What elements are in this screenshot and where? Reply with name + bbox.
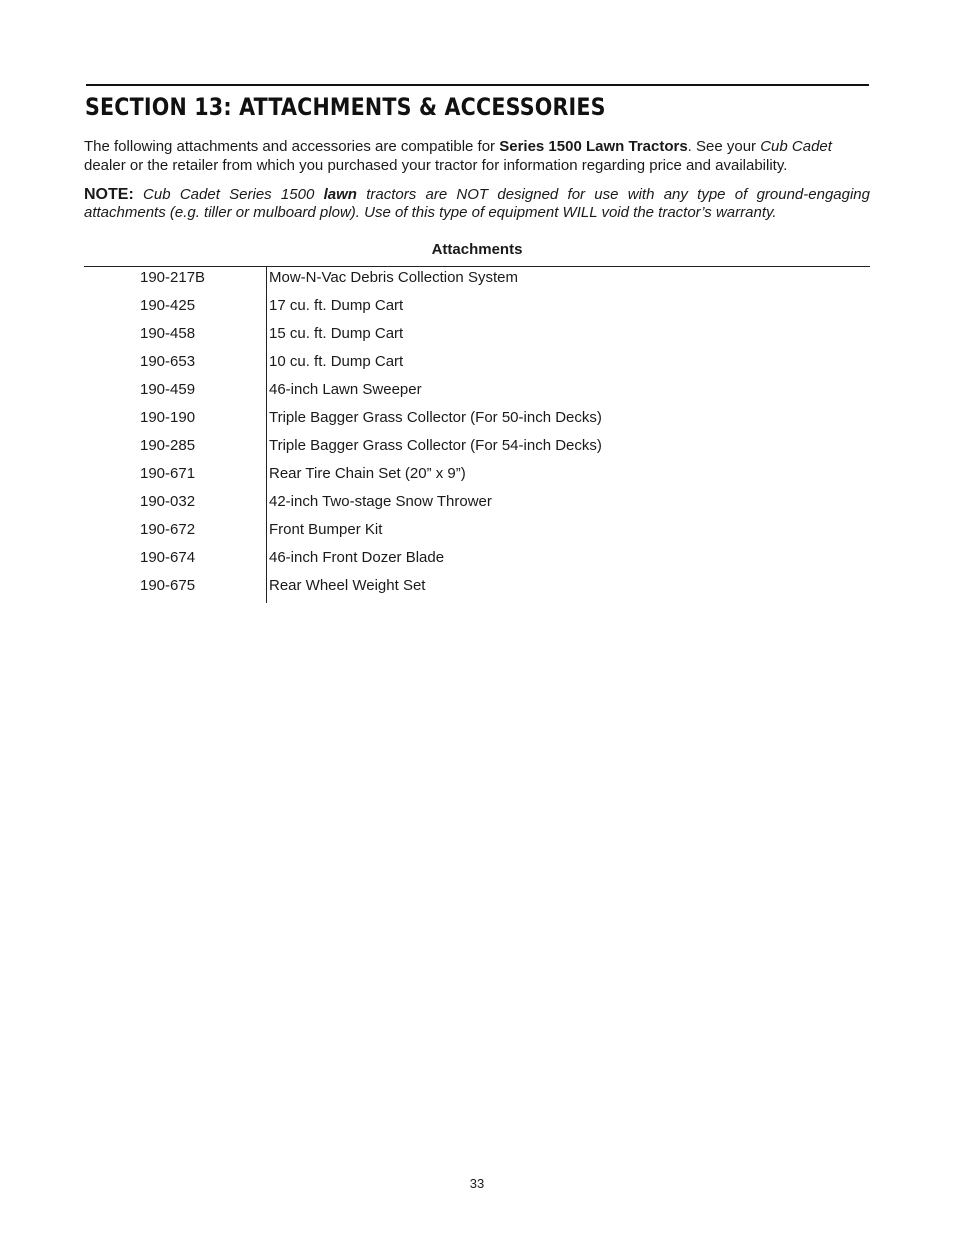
table-row (0, 267, 954, 295)
table-row (0, 407, 954, 435)
part-number: 190-671 (140, 465, 196, 482)
table-row (0, 547, 954, 575)
part-description: Mow-N-Vac Debris Collection System (269, 269, 518, 286)
part-number: 190-032 (140, 493, 196, 510)
table-row (0, 463, 954, 491)
part-number: 190-217B (140, 269, 206, 286)
table-row (0, 351, 954, 379)
part-description: 10 cu. ft. Dump Cart (269, 353, 404, 370)
section-title: SECTION 13: ATTACHMENTS & ACCESSORIES (85, 93, 606, 121)
table-row (0, 379, 954, 407)
intro-brand-name: Cub Cadet (760, 138, 832, 155)
part-description: 46-inch Front Dozer Blade (269, 549, 445, 566)
table-row (0, 491, 954, 519)
part-number: 190-459 (140, 381, 196, 398)
part-description: 42-inch Two-stage Snow Thrower (269, 493, 492, 510)
part-number: 190-285 (140, 437, 196, 454)
note-text: Cub Cadet Series 1500 (133, 186, 324, 203)
table-row (0, 323, 954, 351)
note-paragraph (84, 186, 870, 222)
table-row (0, 519, 954, 547)
intro-product-name: Series 1500 Lawn Tractors (499, 138, 688, 155)
part-number: 190-425 (140, 297, 196, 314)
part-description: 17 cu. ft. Dump Cart (269, 297, 404, 314)
part-description: Triple Bagger Grass Collector (For 50-inch Decks) (269, 409, 602, 426)
note-label: NOTE: (84, 186, 134, 203)
part-description: 15 cu. ft. Dump Cart (269, 325, 404, 342)
intro-text: . See your (687, 138, 761, 155)
attachments-table-heading: Attachments (431, 241, 523, 258)
section-top-rule (86, 84, 869, 86)
intro-text: dealer or the retailer from which you purchased your tractor for information regarding price and availability. (84, 157, 788, 174)
part-description: Triple Bagger Grass Collector (For 54-inch Decks) (269, 437, 602, 454)
table-row (0, 575, 954, 603)
part-number: 190-674 (140, 549, 196, 566)
part-number: 190-190 (140, 409, 196, 426)
part-description: Rear Wheel Weight Set (269, 577, 426, 594)
table-row (0, 295, 954, 323)
attachments-table (0, 267, 954, 603)
part-number: 190-672 (140, 521, 196, 538)
table-row (0, 435, 954, 463)
part-description: 46-inch Lawn Sweeper (269, 381, 422, 398)
note-emphasis: lawn (323, 186, 357, 203)
intro-paragraph (84, 137, 870, 175)
page-number: 33 (469, 1176, 485, 1191)
intro-text: The following attachments and accessories are compatible for (84, 138, 500, 155)
part-description: Rear Tire Chain Set (20” x 9”) (269, 465, 466, 482)
part-description: Front Bumper Kit (269, 521, 383, 538)
note-text: tractors are NOT designed for use with any type of ground-engaging attachments (e.g. tiller or mulboard plow). Use of this type of equipment WILL void the tractor’s warranty. (84, 186, 870, 221)
part-number: 190-653 (140, 353, 196, 370)
part-number: 190-675 (140, 577, 196, 594)
part-number: 190-458 (140, 325, 196, 342)
